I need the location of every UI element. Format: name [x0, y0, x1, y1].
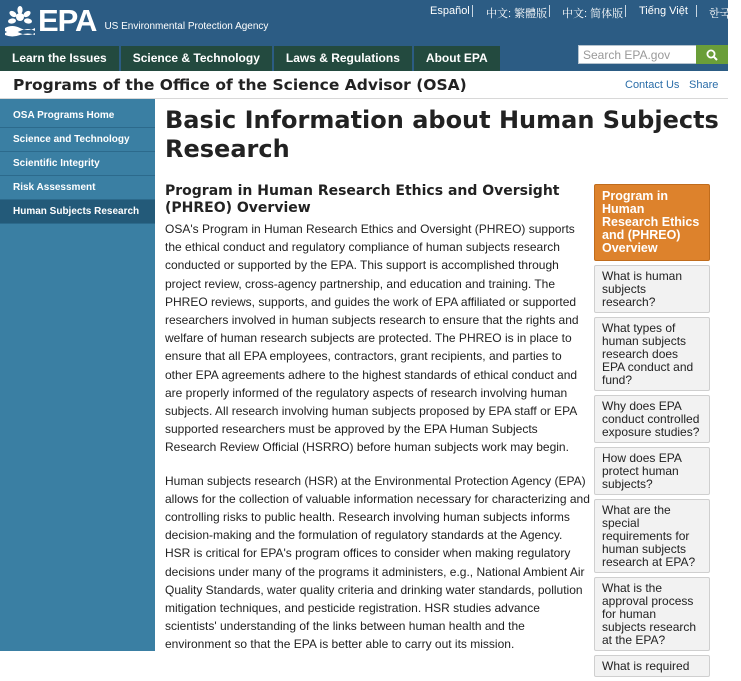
in-page-nav-item[interactable]: What is human subjects research? [594, 265, 710, 313]
main-nav [0, 46, 502, 71]
lang-link-korean[interactable]: 한국어 [709, 8, 741, 20]
sidebar-item-risk-assessment[interactable]: Risk Assessment [0, 176, 155, 200]
in-page-nav-item[interactable]: What types of human subjects research does EPA conduct and fund? [594, 317, 710, 391]
in-page-nav-item[interactable]: Program in Human Research Ethics and (PHREO) Overview [594, 184, 710, 261]
body-paragraph: Human subjects research (HSR) at the Environmental Protection Agency (EPA) allows for the collection of valuable information necessary for characterizing and controlling risks to public health. Research involving human subjects informs decision-making and the formulation of regulatory standards at the Agency. HSR is critical for EPA's program offices to consider when making regulatory decisions under many of the programs it administers, e.g., National Ambient Air Quality Standards, water quality criteria and drinking water standards, pollution mitigation techniques, and pesticide registration. HSR studies advance scientists' understanding of the links between human health and the environment so that the EPA is better able to carry out its mission. [165, 473, 590, 652]
in-page-nav-item[interactable]: What is required [594, 655, 710, 677]
in-page-nav-item[interactable]: What is the approval process for human subjects research at the EPA? [594, 577, 710, 651]
in-page-nav-item[interactable]: How does EPA protect human subjects? [594, 447, 710, 495]
in-page-nav-item[interactable]: Why does EPA conduct controlled exposure studies? [594, 395, 710, 443]
sidebar-nav [0, 99, 155, 651]
agency-name: US Environmental Protection Agency [104, 21, 269, 32]
nav-about-epa[interactable]: About EPA [414, 46, 500, 71]
search-icon [706, 49, 718, 61]
language-links [414, 5, 741, 20]
program-title: Programs of the Office of the Science Advisor (OSA) [13, 76, 467, 94]
contact-us-link[interactable]: Contact Us [625, 79, 680, 91]
nav-science-technology[interactable]: Science & Technology [121, 46, 272, 71]
search-button[interactable] [696, 45, 728, 64]
in-page-nav [594, 184, 710, 681]
lang-link-vietnamese[interactable]: Tiếng Việt [639, 5, 688, 17]
lang-divider [625, 5, 626, 17]
sidebar-item-osa-programs-home[interactable]: OSA Programs Home [0, 104, 155, 128]
section-title: Program in Human Research Ethics and Oversight (PHREO) Overview [165, 183, 560, 216]
site-header [0, 0, 741, 71]
body-paragraph: OSA's Program in Human Research Ethics and Oversight (PHREO) supports the ethical conduct and regulatory compliance of human subjects research conducted or supported by the EPA. This support is accomplished through project review, cross-agency partnership, and education and training. The PHREO reviews, supports, and guides the work of EPA affiliated or supported researchers involved in human subjects research to ensure that the rights and welfare of human research subjects are protected. The PHREO is in place to ensure that all EPA employees, contractors, grant recipients, and parties to other EPA agreements adhere to the highest standards of ethical conduct and are properly informed of the regulatory aspects of research involving human subjects. All research involving human subjects proposed by EPA staff or EPA supported researchers must be approved by the EPA Human Subjects Research Review Official (HSRRO) before human subjects work may begin. [165, 222, 579, 455]
lang-divider [472, 5, 473, 17]
sidebar-item-scientific-integrity[interactable]: Scientific Integrity [0, 152, 155, 176]
share-link[interactable]: Share [689, 79, 719, 91]
lang-divider [549, 5, 550, 17]
program-bar [0, 71, 728, 99]
in-page-nav-item[interactable]: What are the special requirements for human subjects research at EPA? [594, 499, 710, 573]
nav-learn-the-issues[interactable]: Learn the Issues [0, 46, 119, 71]
epa-flower-icon [3, 6, 37, 36]
sidebar-item-human-subjects-research[interactable]: Human Subjects Research [0, 200, 155, 224]
lang-link-chinese-simplified[interactable]: 中文: 简体版 [562, 8, 624, 20]
logo-wordmark: EPA [38, 3, 97, 38]
site-search [578, 45, 728, 64]
nav-laws-regulations[interactable]: Laws & Regulations [274, 46, 412, 71]
lang-link-chinese-traditional[interactable]: 中文: 繁體版 [486, 8, 548, 20]
search-input[interactable] [578, 45, 696, 64]
lang-link-spanish[interactable]: Español [430, 5, 470, 17]
page-title: Basic Information about Human Subjects Research [165, 106, 719, 163]
epa-logo[interactable] [3, 3, 269, 38]
lang-divider [696, 5, 697, 17]
sidebar-item-science-and-technology[interactable]: Science and Technology [0, 128, 155, 152]
